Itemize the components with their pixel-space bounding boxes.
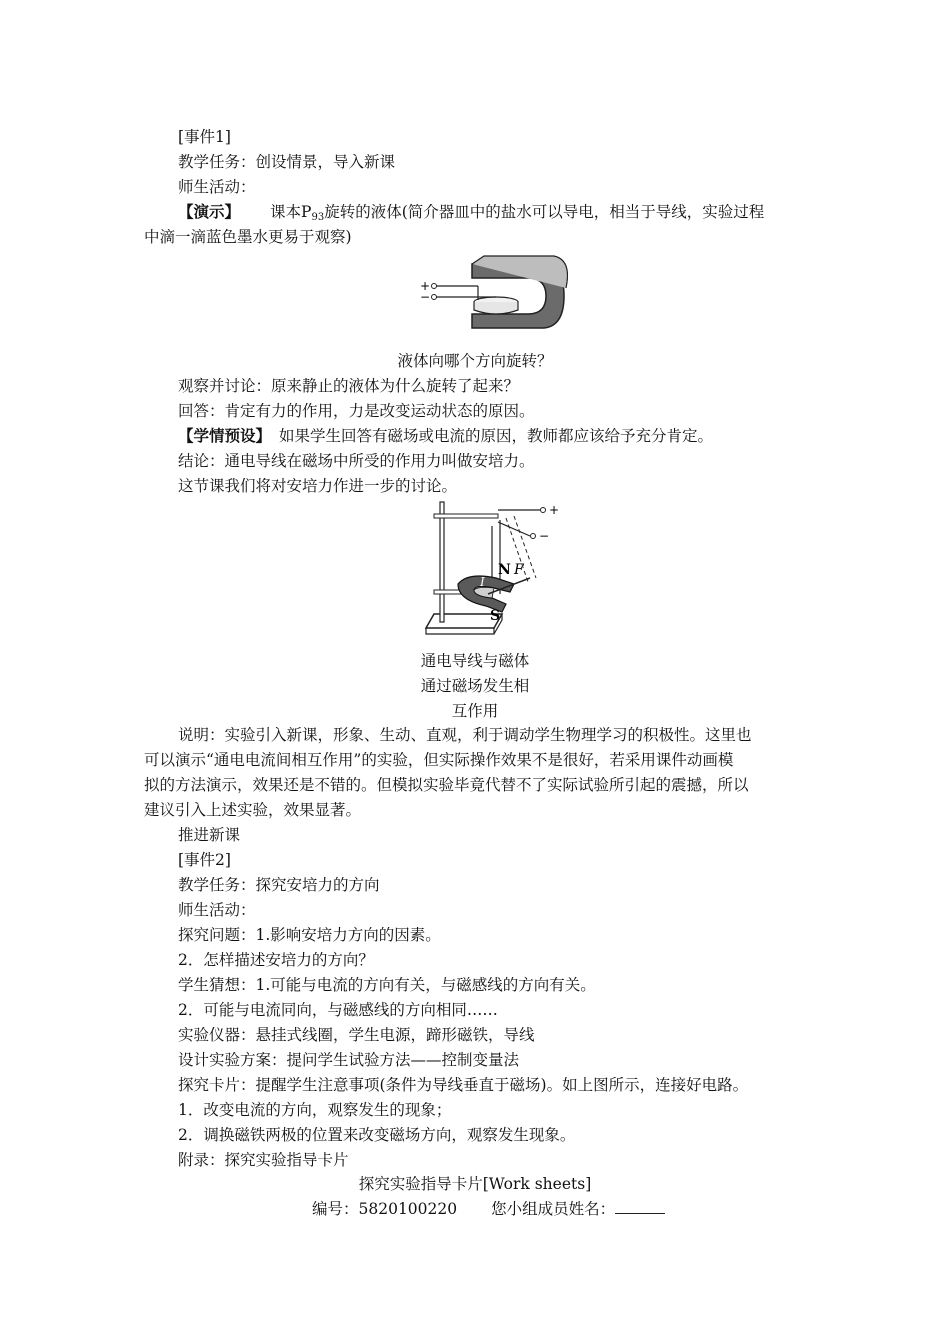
figure2-caption-line-3: 互作用 [451, 702, 499, 720]
preset-text: 如果学生回答有磁场或电流的原因，教师都应该给予充分肯定。 [279, 427, 714, 445]
demo-tag: 【演示】 [178, 202, 241, 221]
explanation-line-2: 可以演示“通电电流间相互作用”的实验，但实际操作效果不是很好，若采用课件动画模 [144, 751, 734, 769]
event2-task: 教学任务：探究安培力的方向 [178, 876, 380, 894]
step-2: 2．调换磁铁两极的位置来改变磁场方向，观察发生现象。 [178, 1126, 576, 1144]
worksheet-number: 编号：5820100220 [312, 1200, 458, 1218]
figure1-plus-label: + [420, 279, 431, 293]
event1-task: 教学任务：创设情景，导入新课 [178, 153, 396, 171]
discussion-answer: 回答：肯定有力的作用，力是改变运动状态的原因。 [178, 402, 535, 420]
event2-activity: 师生活动： [178, 901, 256, 919]
rotating-liquid-figure [416, 252, 568, 330]
question-1: 探究问题：1.影响安培力方向的因素。 [178, 926, 441, 944]
explanation-line-1: 说明：实验引入新课，形象、生动、直观，利于调动学生物理学习的积极性。这里也 [178, 726, 752, 744]
figure2-caption-line-1: 通电导线与磁体 [420, 652, 530, 670]
section2-heading: 推进新课 [178, 826, 241, 844]
preset-paragraph [178, 426, 713, 446]
event1-activity: 师生活动： [178, 178, 256, 196]
equipment: 实验仪器：悬挂式线圈，学生电源，蹄形磁铁，导线 [178, 1026, 535, 1044]
figure2-plus-label: + [549, 503, 560, 517]
demo-page-sub: 93 [311, 212, 325, 223]
figure1-minus-label: − [420, 290, 431, 304]
figure1-caption: 液体向哪个方向旋转？ [397, 352, 553, 370]
demo-text-1: 课本P [270, 203, 312, 221]
force-label: F [514, 562, 524, 578]
current-label: I [480, 575, 485, 589]
north-pole-label: N [498, 562, 511, 578]
demo-text-2: 旋转的液体(简介器皿中的盐水可以导电，相当于导线，实验过程 [324, 203, 765, 221]
discussion-next: 这节课我们将对安培力作进一步的讨论。 [178, 477, 458, 495]
demo-paragraph [178, 202, 764, 228]
explanation-line-3: 拟的方法演示，效果还是不错的。但模拟实验毕竟代替不了实际试验所引起的震撼，所以 [144, 776, 749, 794]
worksheet-title: 探究实验指导卡片[Work sheets] [358, 1175, 592, 1193]
step-1: 1．改变电流的方向，观察发生的现象； [178, 1101, 452, 1119]
question-2: 2．怎样描述安培力的方向？ [178, 951, 374, 969]
wire-magnet-figure [418, 498, 566, 644]
worksheet-members-label: 您小组成员姓名： [491, 1200, 616, 1218]
preset-tag: 【学情预设】 [178, 426, 272, 445]
appendix: 附录：探究实验指导卡片 [178, 1151, 349, 1169]
demo-line-2: 中滴一滴蓝色墨水更易于观察) [144, 228, 352, 246]
exploration-card: 探究卡片：提醒学生注意事项(条件为导线垂直于磁场)。如上图所示，连接好电路。 [178, 1076, 749, 1094]
discussion-conclusion: 结论：通电导线在磁场中所受的作用力叫做安培力。 [178, 452, 535, 470]
members-name-blank [615, 1199, 665, 1214]
figure2-minus-label: − [539, 529, 550, 543]
discussion-observe: 观察并讨论：原来静止的液体为什么旋转了起来？ [178, 377, 520, 395]
guess-2: 2．可能与电流同向，与磁感线的方向相同…… [178, 1001, 498, 1019]
explanation-line-4: 建议引入上述实验，效果显著。 [144, 801, 362, 819]
south-pole-label: S [490, 608, 501, 624]
guess-1: 学生猜想：1.可能与电流的方向有关，与磁感线的方向有关。 [178, 976, 596, 994]
figure2-caption-line-2: 通过磁场发生相 [420, 677, 530, 695]
event1-label: [事件1] [178, 128, 231, 146]
experiment-design: 设计实验方案：提问学生试验方法——控制变量法 [178, 1051, 520, 1069]
event2-label: [事件2] [178, 851, 231, 869]
worksheet-info [312, 1199, 665, 1219]
